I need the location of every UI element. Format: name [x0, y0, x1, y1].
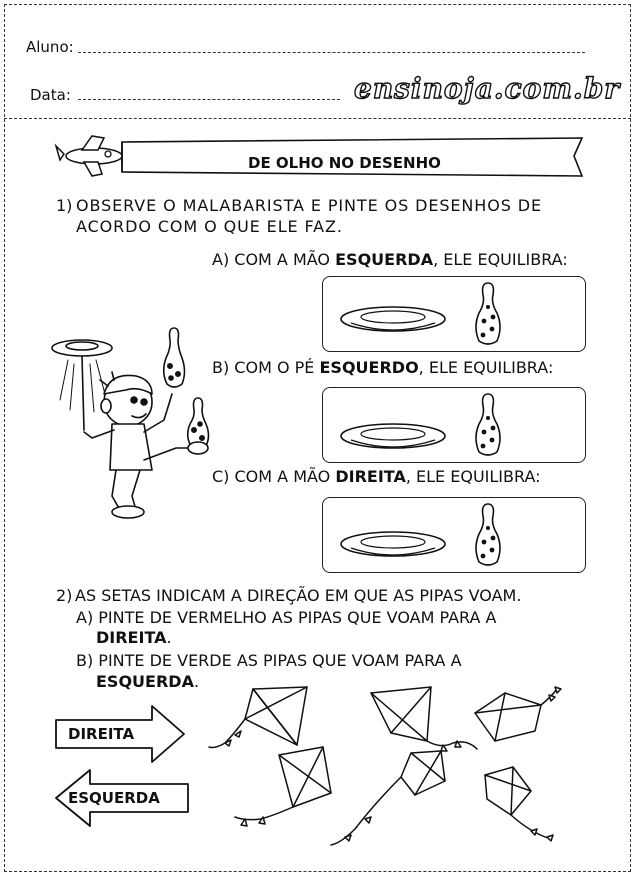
q1-item-c — [212, 467, 541, 487]
q1-c-pre: C) COM A MÃO — [212, 467, 336, 486]
q2-a-line2 — [96, 628, 172, 648]
kites-group — [205, 683, 595, 858]
q1-text-line1: OBSERVE O MALABARISTA E PINTE OS DESENHOS DE — [76, 196, 542, 215]
plate-icon — [341, 424, 445, 448]
airplane-icon — [52, 132, 132, 182]
plate-and-bottle-c — [323, 498, 585, 572]
juggler-illustration — [40, 320, 225, 525]
answer-box-b[interactable] — [322, 387, 586, 463]
aluno-label: Aluno: — [26, 38, 74, 56]
arrow-left-label: ESQUERDA — [68, 789, 160, 807]
q2-b-line2 — [96, 672, 199, 692]
q1-item-a — [212, 250, 568, 270]
header-divider — [4, 118, 631, 119]
plate-icon — [341, 532, 445, 556]
q1-a-post: , ELE EQUILIBRA: — [433, 250, 568, 269]
answer-box-a[interactable] — [322, 276, 586, 352]
q2-a-end: . — [166, 628, 172, 647]
brand-logo: ensinoja.com.br — [354, 72, 621, 105]
answer-box-c[interactable] — [322, 497, 586, 573]
bowling-pin-icon — [476, 394, 500, 455]
plate-and-bottle-a — [323, 277, 585, 351]
q1-a-pre: A) COM A MÃO — [212, 250, 336, 269]
q2-a-line1: A) PINTE DE VERMELHO AS PIPAS QUE VOAM PARA A — [76, 608, 497, 627]
q1-c-bold: DIREITA — [335, 467, 406, 486]
q1-b-bold: ESQUERDO — [319, 358, 419, 377]
q1-b-pre: B) COM O PÉ — [212, 358, 320, 377]
kite-icon — [331, 751, 445, 845]
q2-number: 2) — [56, 586, 73, 605]
q1-c-post: , ELE EQUILIBRA: — [405, 467, 541, 486]
q1-item-b — [212, 358, 553, 378]
q2-b-line1: B) PINTE DE VERDE AS PIPAS QUE VOAM PARA A — [76, 651, 462, 670]
plate-and-bottle-b — [323, 388, 585, 462]
arrow-right-label: DIREITA — [68, 725, 135, 743]
q1-text-line2: ACORDO COM O QUE ELE FAZ. — [76, 217, 343, 236]
q2-b-end: . — [193, 672, 200, 691]
q2-b-bold: ESQUERDA — [96, 672, 194, 691]
bowling-pin-icon — [476, 504, 500, 565]
banner-title: DE OLHO NO DESENHO — [248, 154, 441, 172]
q2-a-bold: DIREITA — [96, 628, 167, 647]
kite-icon — [209, 687, 307, 748]
data-field[interactable] — [78, 99, 340, 100]
plate-icon — [341, 307, 445, 331]
q1-number: 1) — [56, 196, 73, 215]
q1-a-bold: ESQUERDA — [335, 250, 434, 269]
kite-icon — [485, 767, 553, 841]
bowling-pin-icon — [476, 283, 500, 344]
kite-icon — [475, 687, 561, 741]
data-label: Data: — [30, 86, 71, 104]
q2-text: AS SETAS INDICAM A DIREÇÃO EM QUE AS PIPAS VOAM. — [75, 586, 522, 605]
q1-b-post: , ELE EQUILIBRA: — [418, 358, 554, 377]
aluno-field[interactable] — [78, 52, 585, 53]
kite-icon — [371, 687, 477, 751]
kite-icon — [235, 747, 331, 826]
